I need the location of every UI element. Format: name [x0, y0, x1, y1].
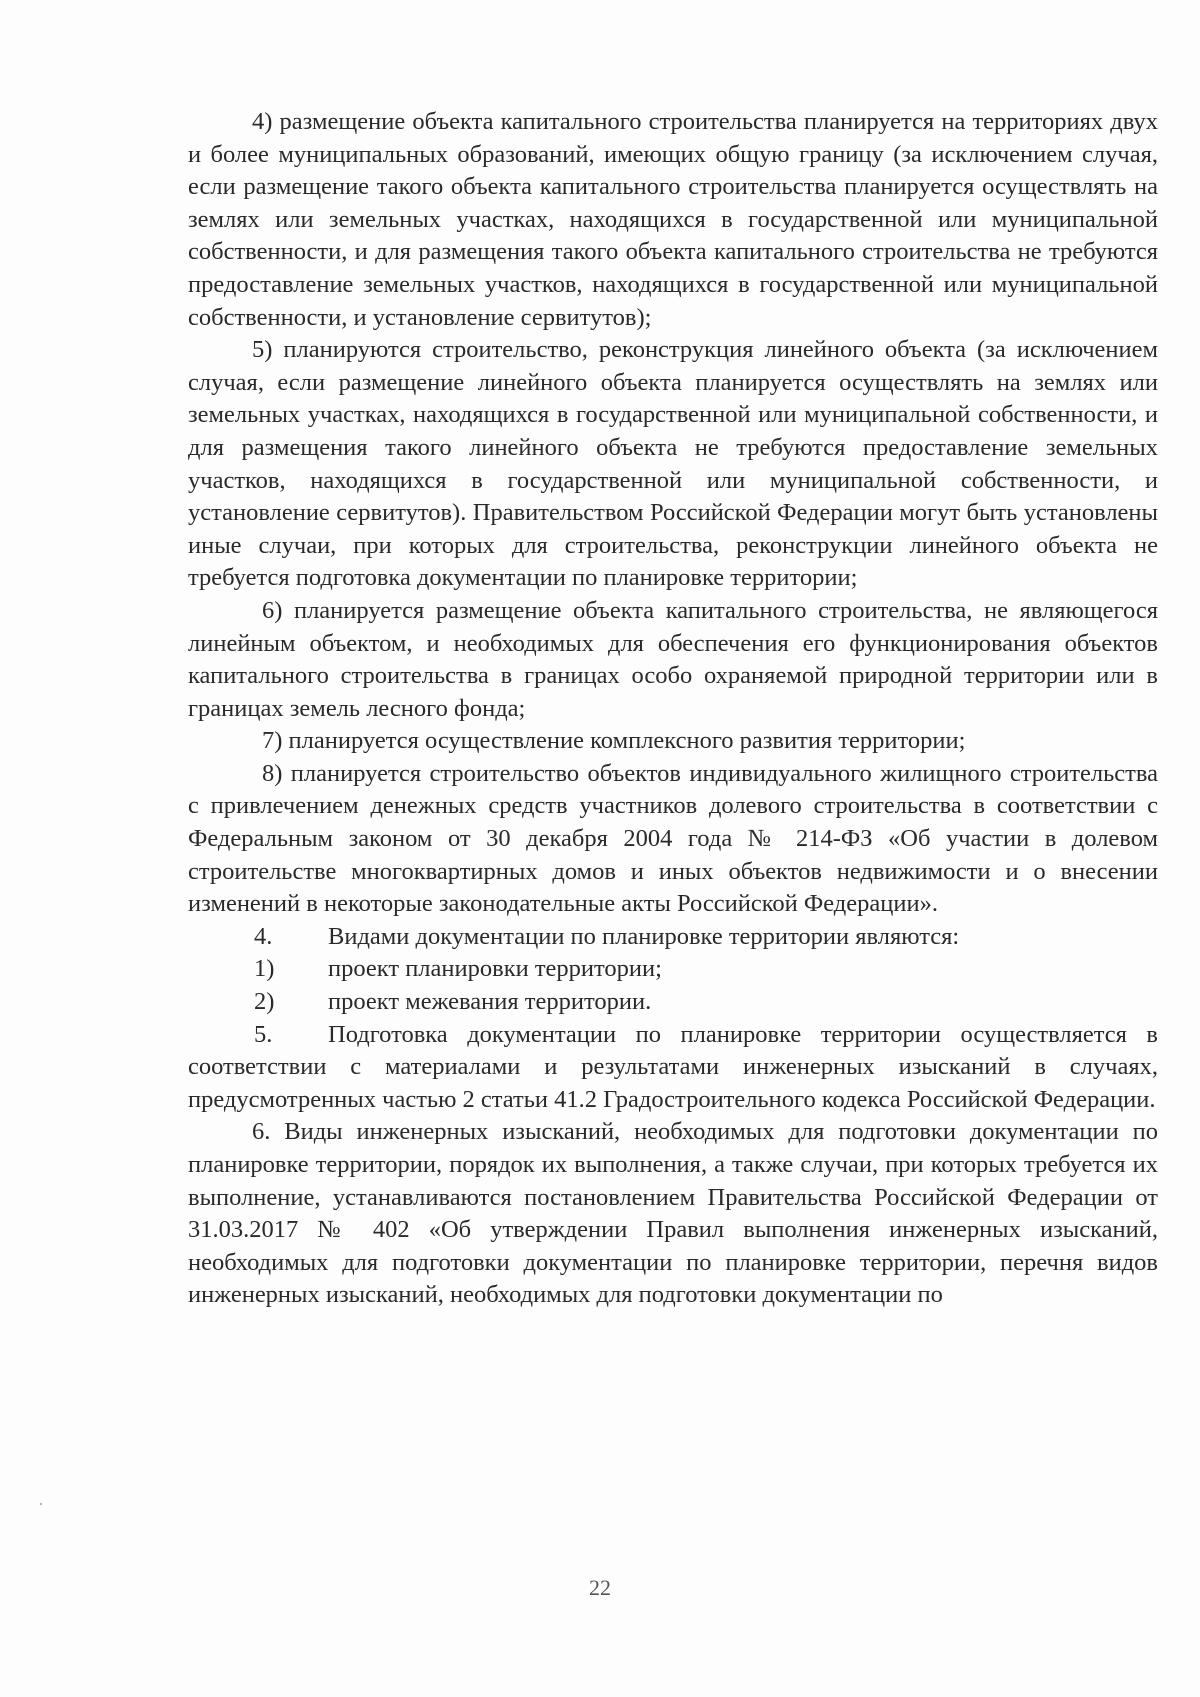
list-item-survey-project: [188, 986, 1158, 1019]
section-4-heading: [188, 921, 1158, 954]
section-6-paragraph: 6. Виды инженерных изысканий, необходимых для подготовки документации по планировке территории, порядок их выполнения, а также случаи, при которых требуется их выполнение, устанавливаются постановлением Правительства Российской Федерации от 31.03.2017 № 402 «Об утверждении Правил выполнения инженерных изысканий, необходимых для подготовки документации по планировке территории, перечня видов инженерных изысканий, необходимых для подготовки документации по: [188, 1118, 1158, 1309]
section-5-text: Подготовка документации по планировке территории осуществляется в соответствии с материалами и результатами инженерных изысканий в случаях, предусмотренных частью 2 статьи 41.2 Градостроительного кодекса Российской Федерации.: [188, 1020, 1158, 1113]
paragraph-item-7: 7) планируется осуществление комплексного развития территории;: [262, 727, 966, 755]
section-4-number: 4.: [254, 922, 273, 950]
paragraph-item-5: 5) планируются строительство, реконструкция линейного объекта (за исключением случая, если размещение линейного объекта планируется осуществлять на землях или земельных участках, находящихся в государственной или муниципальной собственности, и для размещения такого линейного объекта не требуются предоставление земельных участков, находящихся в государственной или муниципальной собственности, и установление сервитутов). Правительством Российской Федерации могут быть установлены иные случаи, при которых для строительства, реконструкции линейного объекта не требуется подготовка документации по планировке территории;: [188, 336, 1158, 592]
section-4-text: Видами документации по планировке территории являются:: [328, 922, 960, 950]
list-item-text: проект планировки территории;: [328, 955, 662, 983]
list-item-text: проект межевания территории.: [328, 988, 652, 1016]
list-item-planning-project: [188, 953, 1158, 986]
section-5-paragraph: [188, 1019, 1158, 1117]
section-5-number: 5.: [254, 1020, 273, 1048]
list-item-number: 1): [254, 955, 275, 983]
paragraph-item-6: 6) планируется размещение объекта капитального строительства, не являющегося линейным объектом, и необходимых для обеспечения его функционирования объектов капитального строительства в границах особо охраняемой природной территории или в границах земель лесного фонда;: [188, 596, 1158, 722]
paragraph-item-8: 8) планируется строительство объектов индивидуального жилищного строительства с привлечением денежных средств участников долевого строительства в соответствии с Федеральным законом от 30 декабря 2004 года № 214-ФЗ «Об участии в долевом строительстве многоквартирных домов и иных объектов недвижимости и о внесении изменений в некоторые законодательные акты Российской Федерации».: [188, 759, 1158, 918]
paragraph-item-4: 4) размещение объекта капитального строительства планируется на территориях двух и более муниципальных образований, имеющих общую границу (за исключением случая, если размещение такого объекта капитального строительства планируется осуществлять на землях или земельных участках, находящихся в государственной или муниципальной собственности, и для размещения такого объекта капитального строительства не требуются предоставление земельных участков, находящихся в государственной или муниципальной собственности, и установление сервитутов);: [188, 108, 1158, 331]
page-number: 22: [589, 1575, 611, 1600]
list-item-number: 2): [254, 988, 275, 1016]
scan-speck: [40, 1503, 42, 1505]
document-body: [188, 106, 1158, 1312]
